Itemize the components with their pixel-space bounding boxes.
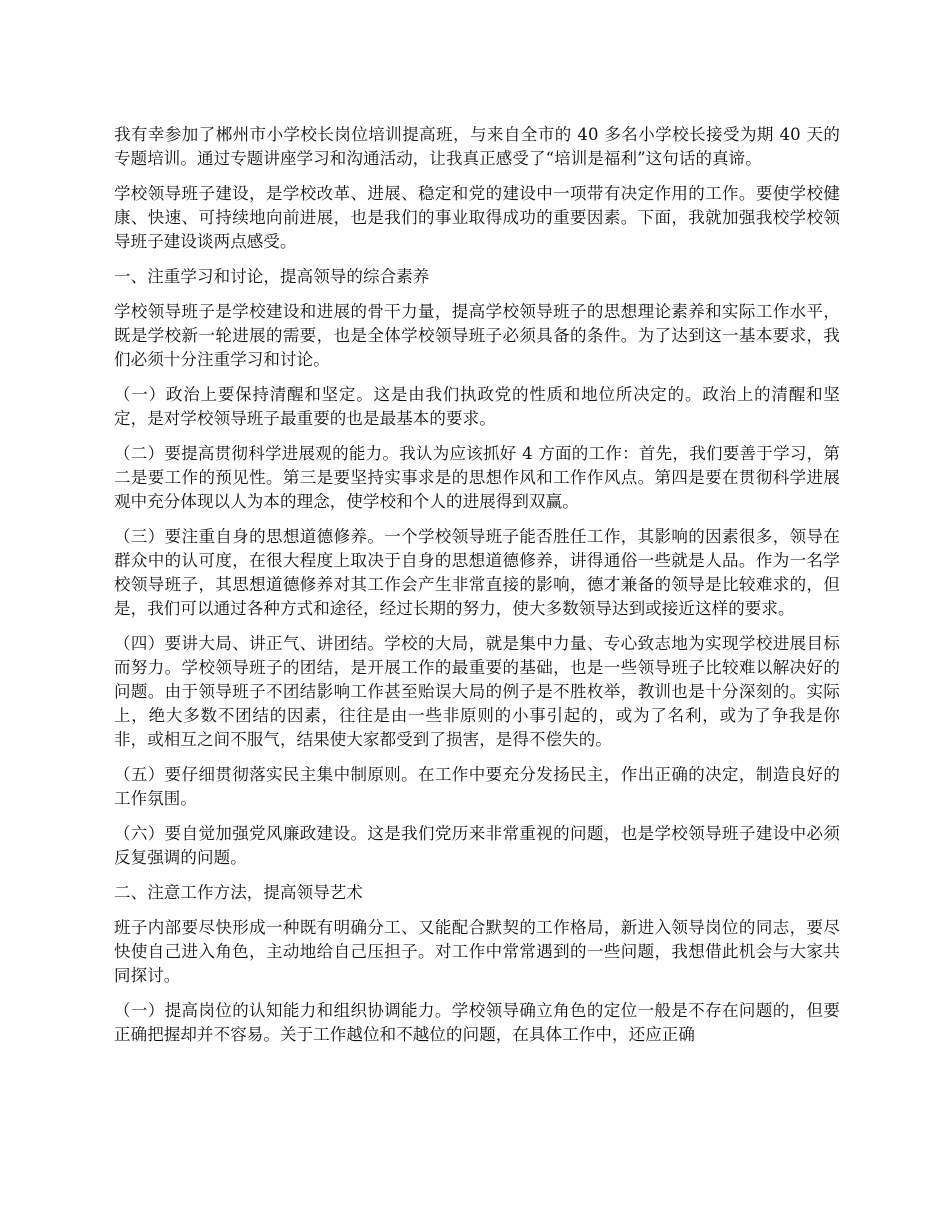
paragraph-item-2-1: （一）提高岗位的认知能力和组织协调能力。学校领导确立角色的定位一般是不存在问题的，但要正确把握却并不容易。关于工作越位和不越位的问题，在具体工作中，还应正确 — [114, 1001, 840, 1044]
paragraph-item-1-5: （五）要仔细贯彻落实民主集中制原则。在工作中要充分发扬民主，作出正确的决定，制造良好的工作氛围。 — [114, 765, 840, 808]
paragraph-item-1-1: （一）政治上要保持清醒和坚定。这是由我们执政党的性质和地位所决定的。政治上的清醒和坚定，是对学校领导班子最重要的也是最基本的要求。 — [114, 385, 840, 428]
paragraph-item-1-6: （六）要自觉加强党风廉政建设。这是我们党历来非常重视的问题，也是学校领导班子建设中必须反复强调的问题。 — [114, 824, 840, 867]
paragraph-leadership-building: 学校领导班子建设，是学校改革、进展、稳定和党的建设中一项带有决定作用的工作。要使学校健康、快速、可持续地向前进展，也是我们的事业取得成功的重要因素。下面，我就加强我校学校领导班子建设谈两点感受。 — [114, 184, 840, 251]
section-heading-2: 二、注意工作方法，提高领导艺术 — [114, 883, 363, 902]
paragraph-work-pattern: 班子内部要尽快形成一种既有明确分工、又能配合默契的工作格局，新进入领导岗位的同志，要尽快使自己进入角色，主动地给自己压担子。对工作中常常遇到的一些问题，我想借此机会与大家共同探讨。 — [114, 918, 840, 985]
paragraph-study-discussion: 学校领导班子是学校建设和进展的骨干力量，提高学校领导班子的思想理论素养和实际工作水平，既是学校新一轮进展的需要，也是全体学校领导班子必须具备的条件。为了达到这一基本要求，我们必须十分注重学习和讨论。 — [114, 302, 840, 369]
paragraph-item-1-3: （三）要注重自身的思想道德修养。一个学校领导班子能否胜任工作，其影响的因素很多，领导在群众中的认可度，在很大程度上取决于自身的思想道德修养，讲得通俗一些就是人品。作为一名学校领导班子，其思想道德修养对其工作会产生非常直接的影响，德才兼备的领导是比较难求的，但是，我们可以通过各种方式和途径，经过长期的努力，使大多数领导达到或接近这样的要求。 — [114, 527, 840, 618]
paragraph-item-1-4: （四）要讲大局、讲正气、讲团结。学校的大局，就是集中力量、专心致志地为实现学校进展目标而努力。学校领导班子的团结，是开展工作的最重要的基础，也是一些领导班子比较难以解决好的问题。由于领导班子不团结影响工作甚至贻误大局的例子是不胜枚举，教训也是十分深刻的。实际上，绝大多数不团结的因素，往往是由一些非原则的小事引起的，或为了名利，或为了争我是你非，或相互之间不服气，结果使大家都受到了损害，是得不偿失的。 — [114, 634, 840, 749]
paragraph-intro: 我有幸参加了郴州市小学校长岗位培训提高班，与来自全市的 40 多名小学校长接受为期 40 天的专题培训。通过专题讲座学习和沟通活动，让我真正感受了“培训是福利”这句话的真谛。 — [114, 125, 840, 168]
document-body — [114, 123, 840, 1058]
section-heading-1: 一、注重学习和讨论，提高领导的综合素养 — [114, 267, 430, 286]
paragraph-item-1-2: （二）要提高贯彻科学进展观的能力。我认为应该抓好 4 方面的工作：首先，我们要善于学习，第二是要工作的预见性。第三是要坚持实事求是的思想作风和工作作风点。第四是要在贯彻科学进展观中充分体现以人为本的理念，使学校和个人的进展得到双赢。 — [114, 444, 840, 511]
